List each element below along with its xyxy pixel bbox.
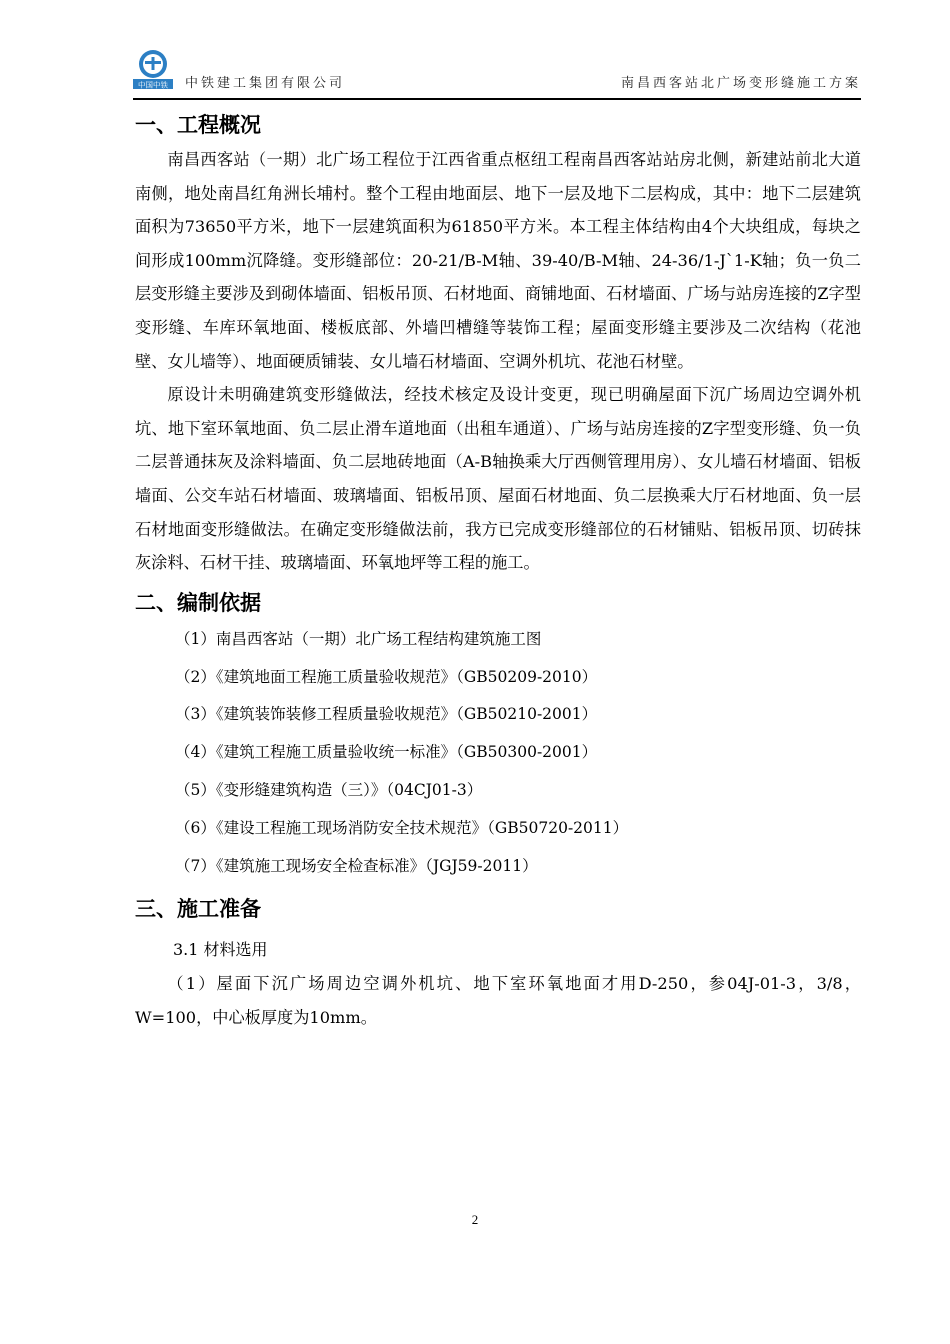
subsection-heading-materials: 3.1 材料选用 <box>173 940 268 960</box>
company-logo <box>133 48 173 90</box>
document-body <box>135 107 861 1034</box>
section-heading-overview: 一、工程概况 <box>135 113 261 137</box>
reference-item: （1）南昌西客站（一期）北广场工程结构建筑施工图 <box>175 629 542 648</box>
reference-item: （3）《建筑装饰装修工程质量验收规范》（GB50210-2001） <box>175 705 598 724</box>
section-heading-basis: 二、编制依据 <box>135 590 261 615</box>
reference-item: （7）《建筑施工现场安全检查标准》（JGJ59-2011） <box>175 856 538 875</box>
header-document-title: 南昌西客站北广场变形缝施工方案 <box>620 76 861 91</box>
section-heading-preparation: 三、施工准备 <box>135 897 261 922</box>
page-header <box>133 48 861 100</box>
reference-item: （5）《变形缝建筑构造（三）》（04CJ01-3） <box>175 780 483 799</box>
page-number: 2 <box>471 1212 479 1227</box>
reference-item: （6）《建设工程施工现场消防安全技术规范》（GB50720-2011） <box>175 818 629 837</box>
svg-text:中国中铁: 中国中铁 <box>138 80 168 90</box>
reference-list <box>135 621 861 886</box>
header-company-name: 中铁建工集团有限公司 <box>185 76 346 91</box>
paragraph-overview-1: 南昌西客站（一期）北广场工程位于江西省重点枢纽工程南昌西客站站房北侧，新建站前北大道南侧，地处南昌红角洲长埔村。整个工程由地面层、地下一层及地下二层构成，其中：地下二层建筑面积为73650平方米，地下一层建筑面积为61850平方米。本工程主体结构由4个大块组成，每块之间形成100mm沉降缝。变形缝部位：20-21/B-M轴、39-40/B-M轴、24-36/1-J`1-K轴；负一负二层变形缝主要涉及到砌体墙面、铝板吊顶、石材地面、商铺地面、石材墙面、广场与站房连接的Z字型变形缝、车库环氧地面、楼板底部、外墙凹槽缝等装饰工程；屋面变形缝主要涉及二次结构（花池壁、女儿墙等）、地面硬质铺装、女儿墙石材墙面、空调外机坑、花池石材壁。 <box>135 150 861 371</box>
header-divider <box>133 98 861 100</box>
paragraph-materials-1: （1）屋面下沉广场周边空调外机坑、地下室环氧地面才用D-250，参04J-01-3，3/8，W=100，中心板厚度为10mm。 <box>135 974 861 1027</box>
reference-item: （4）《建筑工程施工质量验收统一标准》（GB50300-2001） <box>175 743 598 762</box>
reference-item: （2）《建筑地面工程施工质量验收规范》（GB50209-2010） <box>175 667 598 686</box>
paragraph-overview-2: 原设计未明确建筑变形缝做法，经技术核定及设计变更，现已明确屋面下沉广场周边空调外机坑、地下室环氧地面、负二层止滑车道地面（出租车通道）、广场与站房连接的Z字型变形缝、负一负二层普通抹灰及涂料墙面、负二层地砖地面（A-B轴换乘大厅西侧管理用房）、女儿墙石材墙面、铝板墙面、公交车站石材墙面、玻璃墙面、铝板吊顶、屋面石材地面、负二层换乘大厅石材地面、负一层石材地面变形缝做法。在确定变形缝做法前，我方已完成变形缝部位的石材铺贴、铝板吊顶、切砖抹灰涂料、石材干挂、玻璃墙面、环氧地坪等工程的施工。 <box>135 385 861 573</box>
